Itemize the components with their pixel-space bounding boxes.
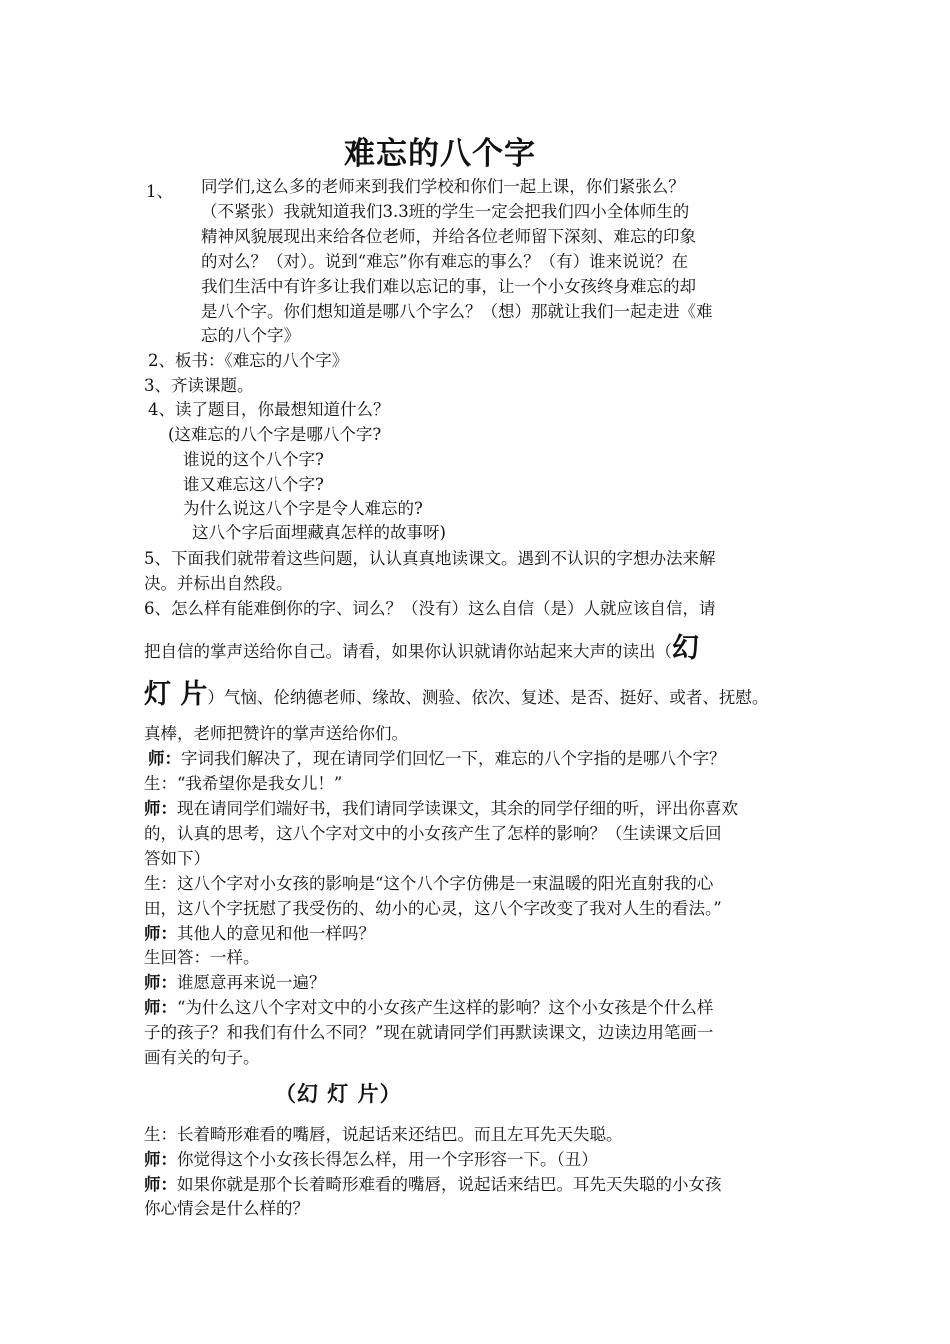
dialog-text: 现在请同学们端好书，我们请同学读课文，其余的同学仔细的听，评出你喜欢	[177, 799, 738, 818]
paragraph-line: 忘的八个字》	[201, 326, 300, 345]
dialog-line	[144, 797, 738, 821]
speaker-label: 师：	[144, 973, 177, 992]
dialog-text: “我希望你是我女儿！”	[177, 774, 343, 793]
dialog-line	[144, 1123, 623, 1147]
list-item: 4、读了题目，你最想知道什么？	[148, 400, 390, 419]
dialog-line	[148, 747, 726, 771]
paragraph-line: 我们生活中有许多让我们难以忘记的事，让一个小女孩终身难忘的却	[201, 277, 696, 296]
paragraph-line: （不紧张）我就知道我们3.3班的学生一定会把我们四小全体师生的	[201, 202, 690, 221]
paragraph-line: 同学们,这么多的老师来到我们学校和你们一起上课，你们紧张么？	[201, 177, 685, 196]
dialog-text: 字词我们解决了，现在请同学们回忆一下，难忘的八个字指的是哪八个字？	[181, 749, 726, 768]
dialog-line	[144, 772, 342, 796]
paragraph-line: 是八个字。你们想知道是哪八个字么？（想）那就让我们一起走进《难	[201, 302, 713, 321]
paragraph-line	[144, 633, 699, 664]
paragraph-line	[144, 679, 769, 710]
dialog-line	[144, 1148, 598, 1172]
dialog-text: 长着畸形难看的嘴唇，说起话来还结巴。而且左耳先天失聪。	[177, 1125, 623, 1144]
dialog-line: 子的孩子？和我们有什么不同？”现在就请同学们再默读课文，边读边用笔画一	[144, 1023, 714, 1042]
dialog-line	[144, 922, 375, 946]
dialog-text: 一样。	[210, 948, 260, 967]
dialog-text: 这八个字对小女孩的影响是“这个八个字仿佛是一束温暖的阳光直射我的心	[177, 874, 714, 893]
slide-emphasis: 灯 片	[144, 679, 208, 710]
slide-emphasis: 幻	[672, 633, 699, 664]
paragraph-line: 决。并标出自然段。	[144, 574, 293, 593]
speaker-label: 师：	[148, 749, 181, 768]
dialog-line: 田，这八个字抚慰了我受伤的、幼小的心灵，这八个字改变了我对人生的看法。”	[144, 899, 722, 918]
question-line: 这八个字后面埋藏真怎样的故事呀)	[192, 523, 446, 542]
question-line: 谁说的这个八个字?	[183, 450, 324, 469]
dialog-text: 如果你就是那个长着畸形难看的嘴唇，说起话来结巴。耳先天失聪的小女孩	[177, 1175, 722, 1194]
dialog-text: 谁愿意再来说一遍？	[177, 973, 326, 992]
speaker-label: 师：	[144, 998, 177, 1017]
dialog-line	[144, 1173, 722, 1197]
item-number: 1、	[146, 182, 173, 201]
vocabulary-list: ）气恼、伦纳德老师、缘故、测验、依次、复述、是否、挺好、或者、抚慰。	[207, 688, 769, 707]
paragraph-line: 精神风貌展现出来给各位老师，并给各位老师留下深刻、难忘的印象	[201, 227, 696, 246]
dialog-text: “为什么这八个字对文中的小女孩产生这样的影响？这个小女孩是个什么样	[177, 998, 714, 1017]
document-title: 难忘的八个字	[344, 136, 536, 172]
paragraph-line: 真棒，老师把赞许的掌声送给你们。	[144, 724, 408, 743]
question-line: 谁又难忘这八个字?	[183, 475, 324, 494]
dialog-line: 你心情会是什么样的？	[144, 1199, 309, 1218]
dialog-line: 答如下）	[144, 849, 210, 868]
speaker-label: 生：	[144, 874, 177, 893]
paragraph-line: 的对么？（对）。说到“难忘”你有难忘的事么？（有）谁来说说？在	[201, 252, 689, 271]
dialog-text: 其他人的意见和他一样吗？	[177, 924, 375, 943]
speaker-label: 师：	[144, 924, 177, 943]
dialog-line: 的，认真的思考，这八个字对文中的小女孩产生了怎样的影响？（生读课文后回	[144, 824, 722, 843]
question-line: (这难忘的八个字是哪八个字?	[168, 425, 382, 444]
speaker-label: 师：	[144, 1150, 177, 1169]
dialog-line	[144, 996, 713, 1020]
speaker-label: 师：	[144, 1175, 177, 1194]
dialog-line	[144, 971, 326, 995]
dialog-line	[144, 946, 260, 970]
list-item: 3、齐读课题。	[144, 376, 254, 395]
question-line: 为什么说这八个字是令人难忘的?	[183, 499, 423, 518]
speaker-label: 生：	[144, 1125, 177, 1144]
paragraph-text: 把自信的掌声送给你自己。请看，如果你认识就请你站起来大声的读出（	[144, 642, 672, 661]
speaker-label: 生：	[144, 774, 177, 793]
speaker-label: 师：	[144, 799, 177, 818]
dialog-text: 你觉得这个小女孩长得怎么样，用一个字形容一下。（丑）	[177, 1150, 598, 1169]
paragraph-line: 5、下面我们就带着这些问题，认认真真地读课文。遇到不认识的字想办法来解	[144, 549, 716, 568]
list-item: 2、板书：《难忘的八个字》	[148, 351, 349, 370]
dialog-line: 画有关的句子。	[144, 1048, 260, 1067]
slide-heading: （幻 灯 片）	[275, 1081, 402, 1106]
paragraph-line: 6、怎么样有能难倒你的字、词么？（没有）这么自信（是）人就应该自信，请	[144, 599, 716, 618]
speaker-label: 生回答：	[144, 948, 210, 967]
dialog-line	[144, 872, 713, 896]
